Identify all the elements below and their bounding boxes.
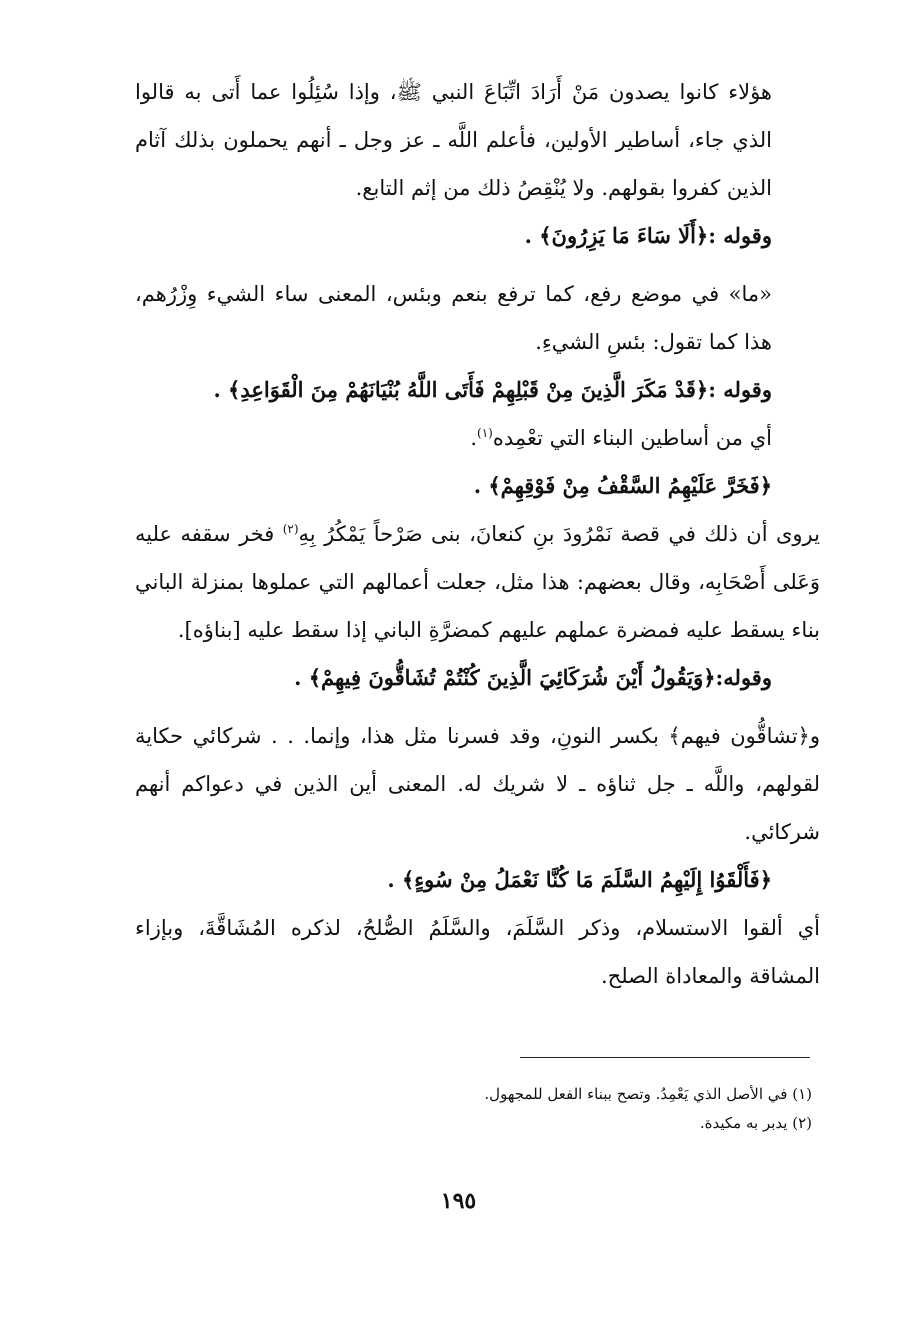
paragraph: «ما» في موضع رفع، كما ترفع بنعم وبئس، المعنى ساء الشيء وِزْرُهم، هذا كما تقول: بئسِ الشيءِ. [135,282,772,354]
quran-verse: وقوله :﴿قَدْ مَكَرَ الَّذِينَ مِنْ قَبْلِهِمْ فَأَتَى اللَّهُ بُنْيَانَهُمْ مِنَ الْقَوَاعِدِ﴾ . [213,377,772,402]
quran-verse: ﴿فَخَرَّ عَلَيْهِمُ السَّقْفُ مِنْ فَوْقِهِمْ﴾ . [473,473,772,498]
footnote-divider [520,1057,810,1058]
paragraph: أي ألقوا الاستسلام، وذكر السَّلَمَ، والسَّلَمُ الصُّلحُ، لذكره المُشَاقَّةَ، وبإزاء المشاقة والمعاداة الصلح. [135,916,820,988]
footnote: (١) في الأصل الذي يَعْمِدُ. وتصح ببناء الفعل للمجهول. [484,1085,812,1103]
footnote-marker: (١) [477,426,493,440]
paragraph: هؤلاء كانوا يصدون مَنْ أَرَادَ اتِّبَاعَ النبي ﷺ، وإذا سُئِلُوا عما أَتى به قالوا الذي جاء، أساطير الأولين، فأعلم اللَّه ـ عز وجل ـ أنهم يحملون بذلك آثام الذين كفروا بقولهم. ولا يُنْقِصُ ذلك من إثم التابع. [135,80,772,200]
paragraph: و﴿تشاقُّون فيهم﴾ بكسر النونِ، وقد فسرنا مثل هذا، وإنما. . . شركائي حكاية لقولهم، واللَّه ـ جل ثناؤه ـ لا شريك له. المعنى أين الذين في دعواكم أنهم شركائي. [135,724,820,844]
quran-verse: ﴿فَأَلْقَوُا إِلَيْهِمُ السَّلَمَ مَا كُنَّا نَعْمَلُ مِنْ سُوءٍ﴾ . [387,867,772,892]
paragraph: يروى أن ذلك في قصة نَمْرُودَ بنِ كنعانَ، بنى صَرْحاً يَمْكُرُ بِهِ$^{(٢)}$ فخر سقفه عليه وَعَلى أَصْحَابِه، وقال بعضهم: هذا مثل، جعلت أعمالهم التي عملوها بمنزلة الباني بناء يسقط عليه فمضرة عملهم عليهم كمضرَّةِ الباني إذا سقط عليه [بناؤه]. [135,522,820,642]
footnote: (٢) يدبر به مكيدة. [699,1114,812,1132]
footnote-marker: (٢) [282,522,299,536]
quran-verse: وقوله :﴿أَلَا سَاءَ مَا يَزِرُونَ﴾ . [524,223,772,248]
paragraph: أي من أساطين البناء التي تعْمِده$^{(١)}$. [470,426,772,450]
main-text [135,68,820,1000]
page-number: ١٩٥ [440,1188,477,1214]
footnotes [380,1080,812,1138]
quran-verse: وقوله:﴿وَيَقُولُ أَيْنَ شُرَكَائِيَ الَّذِينَ كُنْتُمْ تُشَاقُّونَ فِيهِمْ﴾ . [294,665,772,690]
